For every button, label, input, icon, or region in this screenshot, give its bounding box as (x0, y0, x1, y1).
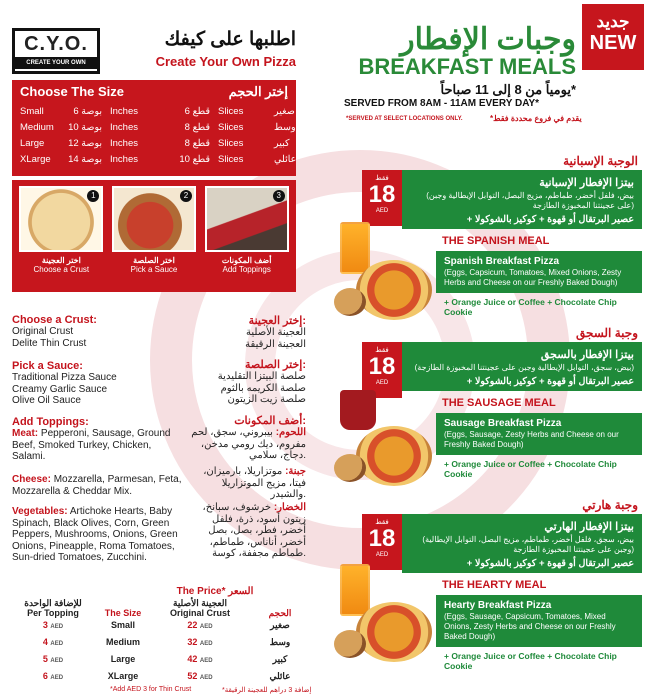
new-badge-ar: جديد (596, 12, 630, 31)
step-label-en: Choose a Crust (33, 265, 90, 274)
orange-juice-icon (340, 564, 370, 616)
sauce-options-en (12, 360, 172, 407)
size-row (12, 104, 296, 120)
slices-label: Slices (218, 106, 244, 117)
crust-heading-ar: إختر العجينة: (248, 315, 306, 327)
coffee-cup-icon (340, 390, 376, 430)
price-title: The Price* السعر (176, 586, 254, 597)
inches-label: Inches (110, 122, 138, 133)
size-inches-ar: 10 بوصة (68, 122, 102, 133)
step-number: 1 (87, 190, 99, 202)
meal-en-box: Spanish Breakfast Pizza (Eggs, Capsicum, Tomatoes, Mixed Onions, Zesty Herbs and Cheese on our Freshly Baked Dough) (436, 251, 642, 293)
new-badge (582, 4, 644, 70)
price-table (12, 598, 312, 686)
cyo-logo-text: C.Y.O. (24, 33, 88, 55)
price-header-ar: للإضافة الواحدة العجينة الأصلية (24, 598, 227, 608)
toppings-ar (186, 414, 306, 462)
sauce-heading-ar: إختر الصلصة: (245, 359, 306, 371)
served-hours-en: SERVED FROM 8AM - 11AM EVERY DAY* (344, 98, 540, 109)
sauce-item-ar: صلصة زيت الزيتون (227, 394, 306, 405)
inches-label: Inches (110, 106, 138, 117)
size-label-ar: صغير (274, 106, 295, 117)
sausage-meal-photo (330, 380, 434, 492)
size-row (12, 120, 296, 136)
meal-price-tag: فقط 18 AED (362, 170, 402, 226)
sauce-photo (112, 186, 196, 252)
crust-heading: Choose a Crust: (12, 314, 97, 326)
select-locations-ar: *يقدم في فروع محددة فقط (490, 114, 582, 123)
meal-title-en: THE SAUSAGE MEAL (442, 397, 556, 409)
slices-label: Slices (218, 122, 244, 133)
size-label: XLarge (20, 154, 51, 165)
orange-juice-icon (340, 222, 370, 274)
size-label-ar: عائلي (274, 154, 297, 165)
size-label: Small (20, 106, 44, 117)
step-number: 2 (180, 190, 192, 202)
thin-crust-note-en: *Add AED 3 for Thin Crust (110, 686, 192, 693)
size-slices-ar: 8 قطع (184, 122, 210, 133)
step-label-ar: اختر العجينة (41, 256, 81, 265)
breakfast-title-en: BREAKFAST MEALS (358, 54, 576, 79)
price-row: 4 AED Medium 32 AED وسط (42, 637, 291, 647)
slices-label: Slices (218, 138, 244, 149)
served-hours-ar: يومياً من 8 إلى 11 صباحاً* (440, 82, 576, 97)
sauce-item: Traditional Pizza Sauce (12, 372, 117, 383)
vegetables-list: Vegetables: Artichoke Hearts, Baby Spinach, Black Olives, Corn, Green Peppers, Mushrooms, Onions, Green Onions, Pineapple, Roma Tomatoes, Sun-dried Tomatoes, Zucchini. (12, 506, 178, 563)
meal-extras-en: + Orange Juice or Coffee + Chocolate Chip Cookie (444, 459, 617, 479)
steps-panel (12, 180, 296, 292)
crust-item: Delite Thin Crust (12, 337, 87, 349)
meal-en-box: Hearty Breakfast Pizza (Eggs, Sausage, Capsicum, Tomatoes, Mixed Onions, Zesty Herbs and Cheese on our Freshly Baked Dough) (436, 595, 642, 647)
step-toppings (203, 186, 290, 286)
size-chart-title-en: Choose The Size (20, 84, 125, 99)
dough-photo (19, 186, 103, 252)
meal-title-en: THE SPANISH MEAL (442, 235, 550, 247)
new-badge-en: NEW (589, 32, 637, 54)
price-row: 3 AED Small 22 AED صغير (42, 620, 290, 630)
size-slices-ar: 6 قطع (184, 106, 210, 117)
crust-item: Original Crust (12, 326, 74, 337)
crust-options-en (12, 314, 172, 349)
meal-category-ar: وجبة السجق (575, 326, 638, 340)
crust-options-ar (196, 314, 306, 350)
inches-label: Inches (110, 138, 138, 149)
size-label: Large (20, 138, 45, 149)
meat-list: Meat: Pepperoni, Sausage, Ground Beef, Smoked Turkey, Chicken, Salami. (12, 428, 171, 462)
size-inches-ar: 14 بوصة (68, 154, 102, 165)
cheese-list: Cheese: Mozzarella, Parmesan, Feta, Mozzarella & Cheddar Mix. (12, 474, 182, 497)
pizza-icon (356, 602, 432, 662)
sauce-item-ar: صلصة البيتزا التقليدية (217, 371, 306, 382)
chef-photo (205, 186, 289, 252)
size-row (12, 136, 296, 152)
meat-list-ar: اللحوم: بيبروني، سجق، لحم مفروم، ديك رومي مدخن، دجاج، سلامي. (191, 427, 306, 461)
sauce-item: Olive Oil Sauce (12, 395, 81, 406)
size-inches-ar: 6 بوصة (73, 106, 102, 117)
step-number: 3 (273, 190, 285, 202)
inches-label: Inches (110, 154, 138, 165)
step-label-en: Pick a Sauce (130, 265, 178, 274)
size-slices-ar: 10 قطع (179, 154, 210, 165)
price-row: 6 AED XLarge 52 AED عائلي (42, 671, 291, 681)
spanish-meal-photo (330, 214, 434, 326)
step-label-ar: اختر الصلصة (133, 256, 175, 265)
cookie-icon (334, 288, 366, 316)
toppings-heading-ar: أضف المكونات: (234, 415, 306, 427)
step-label-en: Add Toppings (222, 265, 271, 274)
step-crust (18, 186, 105, 286)
size-slices-ar: 8 قطع (184, 138, 210, 149)
size-label-ar: وسط (274, 122, 296, 133)
size-chart-title-ar: إختر الحجم (228, 84, 288, 99)
meal-price-tag: فقط 18 AED (362, 342, 402, 398)
size-inches-ar: 12 بوصة (68, 138, 102, 149)
size-row (12, 152, 296, 168)
price-row: 5 AED Large 42 AED كبير (42, 654, 288, 664)
sauce-item: Creamy Garlic Sauce (12, 383, 108, 395)
toppings-en (12, 416, 182, 463)
step-sauce (111, 186, 198, 286)
crust-item-ar: العجينة الأصلية (246, 327, 306, 338)
meal-en-box: Sausage Breakfast Pizza (Eggs, Sausage, Zesty Herbs and Cheese on our Freshly Baked Dough) (436, 413, 642, 455)
meal-extras-en: + Orange Juice or Coffee + Chocolate Chip Cookie (444, 651, 617, 671)
meal-title-en: THE HEARTY MEAL (442, 579, 547, 591)
create-own-title-ar: اطلبها على كيفك (164, 29, 296, 50)
select-locations-en: *SERVED AT SELECT LOCATIONS ONLY. (346, 116, 463, 122)
cyo-logo (12, 28, 100, 74)
breakfast-title-ar: وجبات الإفطار (400, 23, 576, 56)
crust-item-ar: العجينة الرقيقة (245, 338, 306, 350)
hearty-meal-photo (330, 556, 434, 668)
cookie-icon (334, 630, 366, 658)
sauce-item-ar: صلصة الكريمه بالثوم (220, 382, 306, 394)
step-label-ar: أضف المكونات (221, 256, 272, 265)
price-header-en: Per Topping The Size Original Crust الحجم (27, 608, 292, 618)
meal-price-tag: فقط 18 AED (362, 514, 402, 570)
meal-extras-en: + Orange Juice or Coffee + Chocolate Chip Cookie (444, 297, 617, 317)
meal-ar-box: بيتزا الإفطار بالسجق (بيض، سجق، التوابل الإيطالية وجبن على عجينتنا المخبوزة الطازجة) + عصير البرتقال أو قهوة + كوكيز بالشوكولا (402, 342, 642, 391)
create-own-title-en: Create Your Own Pizza (155, 54, 296, 69)
sauce-options-ar (196, 358, 306, 406)
meal-category-ar: وجبة هارتي (582, 498, 638, 512)
pizza-icon (356, 260, 432, 320)
thin-crust-note-ar: *إضافة 3 دراهم للعجينة الرقيقة (222, 687, 312, 694)
cheese-list-ar: جبنة: موتزاريلا، بارميزان، فيتا، مزيج الموتزاريلا والشيدر. (203, 466, 306, 500)
vegetables-list-ar: الخضار: خرشوف، سبانخ، زيتون أسود، ذرة، فلفل أخضر، فطر، بصل، بصل أخضر، أناناس، طماطم، طماطم مجففة، كوسة. (202, 502, 306, 559)
meal-ar-box: بيتزا الإفطار الهارتي (بيض، سجق، فلفل أخضر، طماطم، مزيج البصل، التوابل الإيطالية وجبن على عجينتنا المخبوزة الطازجة) + عصير البرتقال أو قهوة + كوكيز بالشوكولا (402, 514, 642, 573)
cookie-icon (334, 454, 366, 482)
meal-ar-box: بيتزا الإفطار الإسبانية (بيض، فلفل أخضر، طماطم، مزيج البصل، التوابل الإيطالية وجبن على عجينتنا المخبوزة الطازجة) + عصير البرتقال أو قهوة + كوكيز بالشوكولا (402, 170, 642, 229)
size-chart (12, 80, 296, 176)
sauce-heading: Pick a Sauce: (12, 360, 83, 372)
cyo-logo-subtext: CREATE YOUR OWN (15, 57, 97, 69)
size-label-ar: كبير (274, 138, 290, 149)
toppings-heading: Add Toppings: (12, 416, 89, 428)
slices-label: Slices (218, 154, 244, 165)
meal-category-ar: الوجبة الإسبانية (563, 154, 638, 168)
size-label: Medium (20, 122, 54, 133)
pizza-icon (356, 426, 432, 486)
